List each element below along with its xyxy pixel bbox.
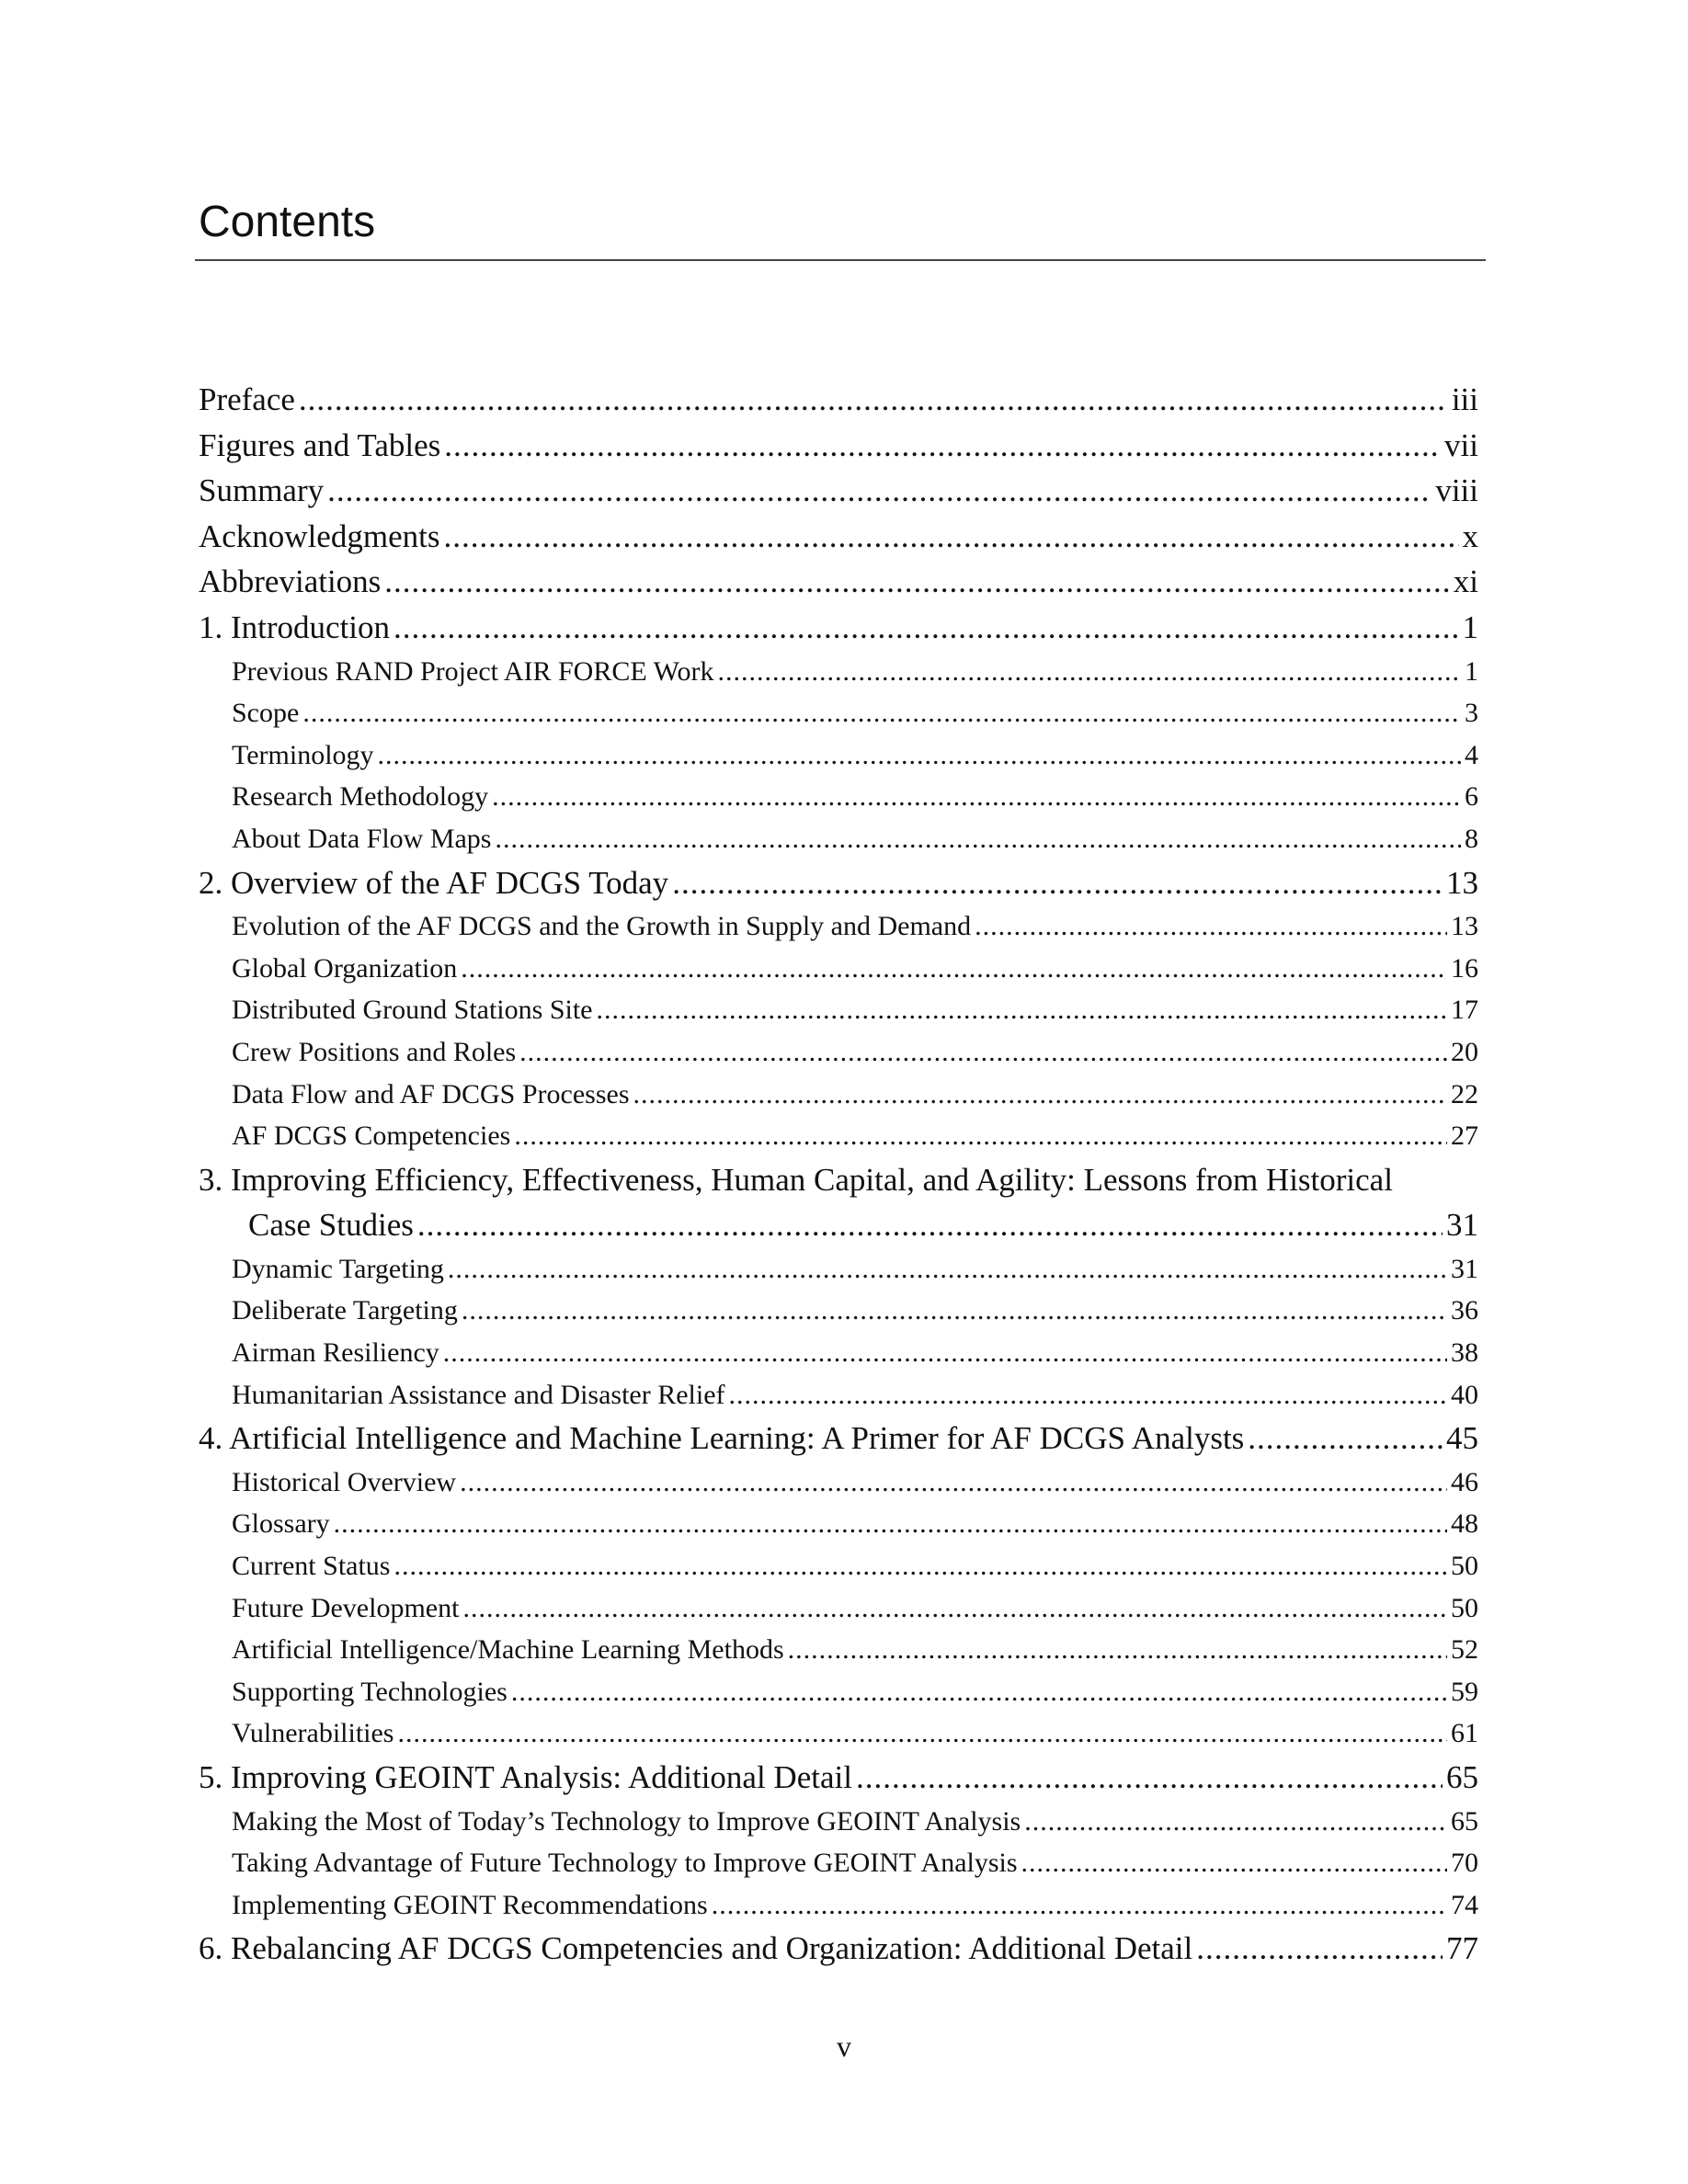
toc-entry-preface[interactable]: [199, 377, 1478, 423]
toc-entry-abbreviations[interactable]: [199, 559, 1478, 605]
toc-entry-research-methodology[interactable]: [199, 776, 1478, 818]
dot-leader: [788, 1629, 1447, 1671]
dot-leader: [462, 1290, 1447, 1332]
toc-entry-page: 50: [1451, 1592, 1478, 1623]
toc-entry-title: Historical Overview: [232, 1466, 457, 1497]
dot-leader: [334, 1503, 1447, 1545]
toc-entry-page: 70: [1451, 1848, 1478, 1879]
toc-entry-title: Glossary: [232, 1508, 330, 1540]
dot-leader: [975, 905, 1447, 948]
toc-entry-page: 20: [1451, 1036, 1478, 1067]
toc-entry-evolution-of-the-af-dcgs-and-the-growth-in-supply-and-demand[interactable]: [199, 905, 1478, 948]
toc-entry-title: Future Development: [232, 1592, 460, 1623]
toc-entry-title: Terminology: [232, 739, 374, 770]
toc-entry-page: 46: [1451, 1466, 1478, 1497]
toc-entry-acknowledgments[interactable]: [199, 514, 1478, 560]
title-rule: [195, 259, 1486, 261]
toc-entry-terminology[interactable]: [199, 734, 1478, 777]
dot-leader: [718, 651, 1461, 693]
toc-entry-glossary[interactable]: [199, 1503, 1478, 1545]
toc-entry-future-development[interactable]: [199, 1587, 1478, 1630]
toc-entry-title: 1. Introduction: [199, 609, 391, 645]
toc-entry-3-improving-efficiency-effectiveness-human-capital-and-agility-lessons-from-historical[interactable]: [199, 1157, 1478, 1203]
dot-leader: [492, 776, 1461, 818]
toc-entry-4-artificial-intelligence-and-machine-learning-a-primer-for-af-dcgs-analysts[interactable]: [199, 1416, 1478, 1462]
toc-entry-title: Deliberate Targeting: [232, 1295, 458, 1326]
toc-entry-title: 6. Rebalancing AF DCGS Competencies and Organization: Additional Detail: [199, 1930, 1193, 1967]
toc-entry-page: 65: [1446, 1759, 1478, 1795]
toc-entry-5-improving-geoint-analysis-additional-detail[interactable]: [199, 1755, 1478, 1801]
toc-entry-scope[interactable]: [199, 692, 1478, 734]
toc-entry-title: Current Status: [232, 1551, 391, 1582]
toc-entry-title: Making the Most of Today’s Technology to Improve GEOINT Analysis: [232, 1805, 1021, 1837]
dot-leader: [384, 559, 1449, 605]
toc-entry-global-organization[interactable]: [199, 948, 1478, 990]
toc-entry-page: 59: [1451, 1676, 1478, 1707]
toc-entry-supporting-technologies[interactable]: [199, 1671, 1478, 1713]
toc-entry-title: 5. Improving GEOINT Analysis: Additional Detail: [199, 1759, 852, 1795]
toc-entry-title: Implementing GEOINT Recommendations: [232, 1889, 708, 1920]
dot-leader: [448, 1248, 1447, 1291]
toc-entry-page: 1: [1465, 655, 1478, 687]
dot-leader: [417, 1202, 1443, 1248]
toc-entry-title: Acknowledgments: [199, 518, 440, 554]
toc-entry-taking-advantage-of-future-technology-to-improve-geoint-analysis[interactable]: [199, 1842, 1478, 1884]
toc-entry-continuation[interactable]: [199, 1202, 1478, 1248]
dot-leader: [443, 514, 1458, 560]
toc-entry-vulnerabilities[interactable]: [199, 1712, 1478, 1755]
toc-entry-title: Data Flow and AF DCGS Processes: [232, 1078, 630, 1109]
toc-entry-page: 36: [1451, 1295, 1478, 1326]
toc-entry-title: Global Organization: [232, 952, 458, 984]
toc-entry-title: Distributed Ground Stations Site: [232, 995, 593, 1026]
toc-entry-title: Evolution of the AF DCGS and the Growth in Supply and Demand: [232, 911, 972, 942]
table-of-contents: [199, 377, 1478, 1972]
toc-entry-title-continuation: Case Studies: [248, 1207, 414, 1244]
toc-entry-title: Research Methodology: [232, 781, 489, 813]
toc-entry-page: 22: [1451, 1078, 1478, 1109]
toc-entry-page: 74: [1451, 1889, 1478, 1920]
dot-leader: [460, 1462, 1447, 1504]
toc-entry-page: 17: [1451, 995, 1478, 1026]
dot-leader: [1248, 1416, 1443, 1462]
dot-leader: [511, 1671, 1447, 1713]
toc-entry-title: Airman Resiliency: [232, 1337, 439, 1369]
toc-entry-page: 38: [1451, 1337, 1478, 1369]
dot-leader: [462, 1587, 1447, 1630]
dot-leader: [397, 1712, 1447, 1755]
dot-leader: [1021, 1842, 1447, 1884]
toc-entry-current-status[interactable]: [199, 1545, 1478, 1587]
toc-entry-2-overview-of-the-af-dcgs-today[interactable]: [199, 860, 1478, 906]
toc-entry-implementing-geoint-recommendations[interactable]: [199, 1884, 1478, 1927]
toc-entry-page: vii: [1444, 427, 1478, 463]
toc-entry-making-the-most-of-today-s-technology-to-improve-geoint-analysis[interactable]: [199, 1801, 1478, 1843]
toc-entry-title: Taking Advantage of Future Technology to Improve GEOINT Analysis: [232, 1848, 1018, 1879]
toc-entry-page: 65: [1451, 1805, 1478, 1837]
toc-entry-title: Summary: [199, 472, 325, 509]
dot-leader: [394, 1545, 1448, 1587]
toc-entry-title: Crew Positions and Roles: [232, 1036, 517, 1067]
dot-leader: [633, 1074, 1448, 1116]
toc-entry-title: 2. Overview of the AF DCGS Today: [199, 864, 669, 901]
toc-entry-6-rebalancing-af-dcgs-competencies-and-organization-additional-detail[interactable]: [199, 1926, 1478, 1972]
toc-entry-page: viii: [1435, 472, 1478, 509]
toc-entry-title: Vulnerabilities: [232, 1718, 394, 1749]
dot-leader: [672, 860, 1443, 906]
toc-entry-distributed-ground-stations-site[interactable]: [199, 989, 1478, 1031]
toc-entry-humanitarian-assistance-and-disaster-relief[interactable]: [199, 1374, 1478, 1416]
toc-entry-page: iii: [1451, 381, 1478, 417]
page-number: v: [837, 2030, 851, 2063]
toc-entry-page: 31: [1446, 1207, 1478, 1244]
toc-entry-title: Humanitarian Assistance and Disaster Relief: [232, 1379, 725, 1410]
toc-entry-page: 40: [1451, 1379, 1478, 1410]
dot-leader: [461, 948, 1447, 990]
toc-entry-page: 52: [1451, 1634, 1478, 1666]
toc-entry-page: 3: [1465, 698, 1478, 729]
toc-entry-summary[interactable]: [199, 468, 1478, 514]
dot-leader: [712, 1884, 1447, 1927]
toc-entry-page: 50: [1451, 1551, 1478, 1582]
toc-entry-title: Artificial Intelligence/Machine Learning Methods: [232, 1634, 784, 1666]
toc-entry-title: Previous RAND Project AIR FORCE Work: [232, 655, 714, 687]
dot-leader: [495, 818, 1461, 860]
toc-entry-title: 4. Artificial Intelligence and Machine Learning: A Primer for AF DCGS Analysts: [199, 1420, 1245, 1457]
toc-entry-page: 27: [1451, 1120, 1478, 1152]
toc-entry-page: 13: [1451, 911, 1478, 942]
dot-leader: [299, 377, 1448, 423]
toc-entry-airman-resiliency[interactable]: [199, 1332, 1478, 1374]
toc-entry-dynamic-targeting[interactable]: [199, 1248, 1478, 1291]
toc-entry-page: 8: [1465, 823, 1478, 854]
toc-entry-af-dcgs-competencies[interactable]: [199, 1115, 1478, 1157]
toc-entry-page: 4: [1465, 739, 1478, 770]
toc-entry-page: x: [1462, 518, 1478, 554]
toc-entry-title: About Data Flow Maps: [232, 823, 492, 854]
dot-leader: [1196, 1926, 1443, 1972]
toc-entry-page: 16: [1451, 952, 1478, 984]
toc-entry-title: Abbreviations: [199, 563, 382, 600]
toc-entry-title: Preface: [199, 381, 295, 417]
toc-entry-title: AF DCGS Competencies: [232, 1120, 511, 1152]
toc-entry-page: 77: [1446, 1930, 1478, 1967]
toc-entry-page: 1: [1462, 609, 1478, 645]
toc-entry-title: Dynamic Targeting: [232, 1253, 444, 1284]
toc-entry-crew-positions-and-roles[interactable]: [199, 1031, 1478, 1074]
dot-leader: [856, 1755, 1443, 1801]
dot-leader: [393, 605, 1458, 651]
toc-entry-historical-overview[interactable]: [199, 1462, 1478, 1504]
dot-leader: [378, 734, 1461, 777]
dot-leader: [597, 989, 1448, 1031]
dot-leader: [444, 423, 1441, 469]
toc-entry-data-flow-and-af-dcgs-processes[interactable]: [199, 1074, 1478, 1116]
dot-leader: [514, 1115, 1447, 1157]
toc-entry-1-introduction[interactable]: [199, 605, 1478, 651]
dot-leader: [443, 1332, 1447, 1374]
toc-entry-about-data-flow-maps[interactable]: [199, 818, 1478, 860]
dot-leader: [327, 468, 1431, 514]
toc-entry-page: 45: [1446, 1420, 1478, 1457]
toc-entry-title: Scope: [232, 698, 300, 729]
toc-entry-page: xi: [1453, 563, 1478, 600]
toc-entry-previous-rand-project-air-force-work[interactable]: [199, 651, 1478, 693]
toc-entry-page: 6: [1465, 781, 1478, 813]
toc-entry-page: 61: [1451, 1718, 1478, 1749]
toc-entry-page: 13: [1446, 864, 1478, 901]
toc-entry-deliberate-targeting[interactable]: [199, 1290, 1478, 1332]
toc-entry-page: 48: [1451, 1508, 1478, 1540]
dot-leader: [1024, 1801, 1447, 1843]
dot-leader: [302, 692, 1461, 734]
toc-entry-title: 3. Improving Efficiency, Effectiveness, Human Capital, and Agility: Lessons from Historical: [199, 1161, 1393, 1198]
toc-entry-page: 31: [1451, 1253, 1478, 1284]
toc-entry-artificial-intelligence-machine-learning-methods[interactable]: [199, 1629, 1478, 1671]
page-title: Contents: [199, 198, 376, 246]
toc-entry-title: Supporting Technologies: [232, 1676, 508, 1707]
toc-entry-figures-and-tables[interactable]: [199, 423, 1478, 469]
dot-leader: [729, 1374, 1447, 1416]
dot-leader: [519, 1031, 1447, 1074]
toc-entry-title: Figures and Tables: [199, 427, 441, 463]
